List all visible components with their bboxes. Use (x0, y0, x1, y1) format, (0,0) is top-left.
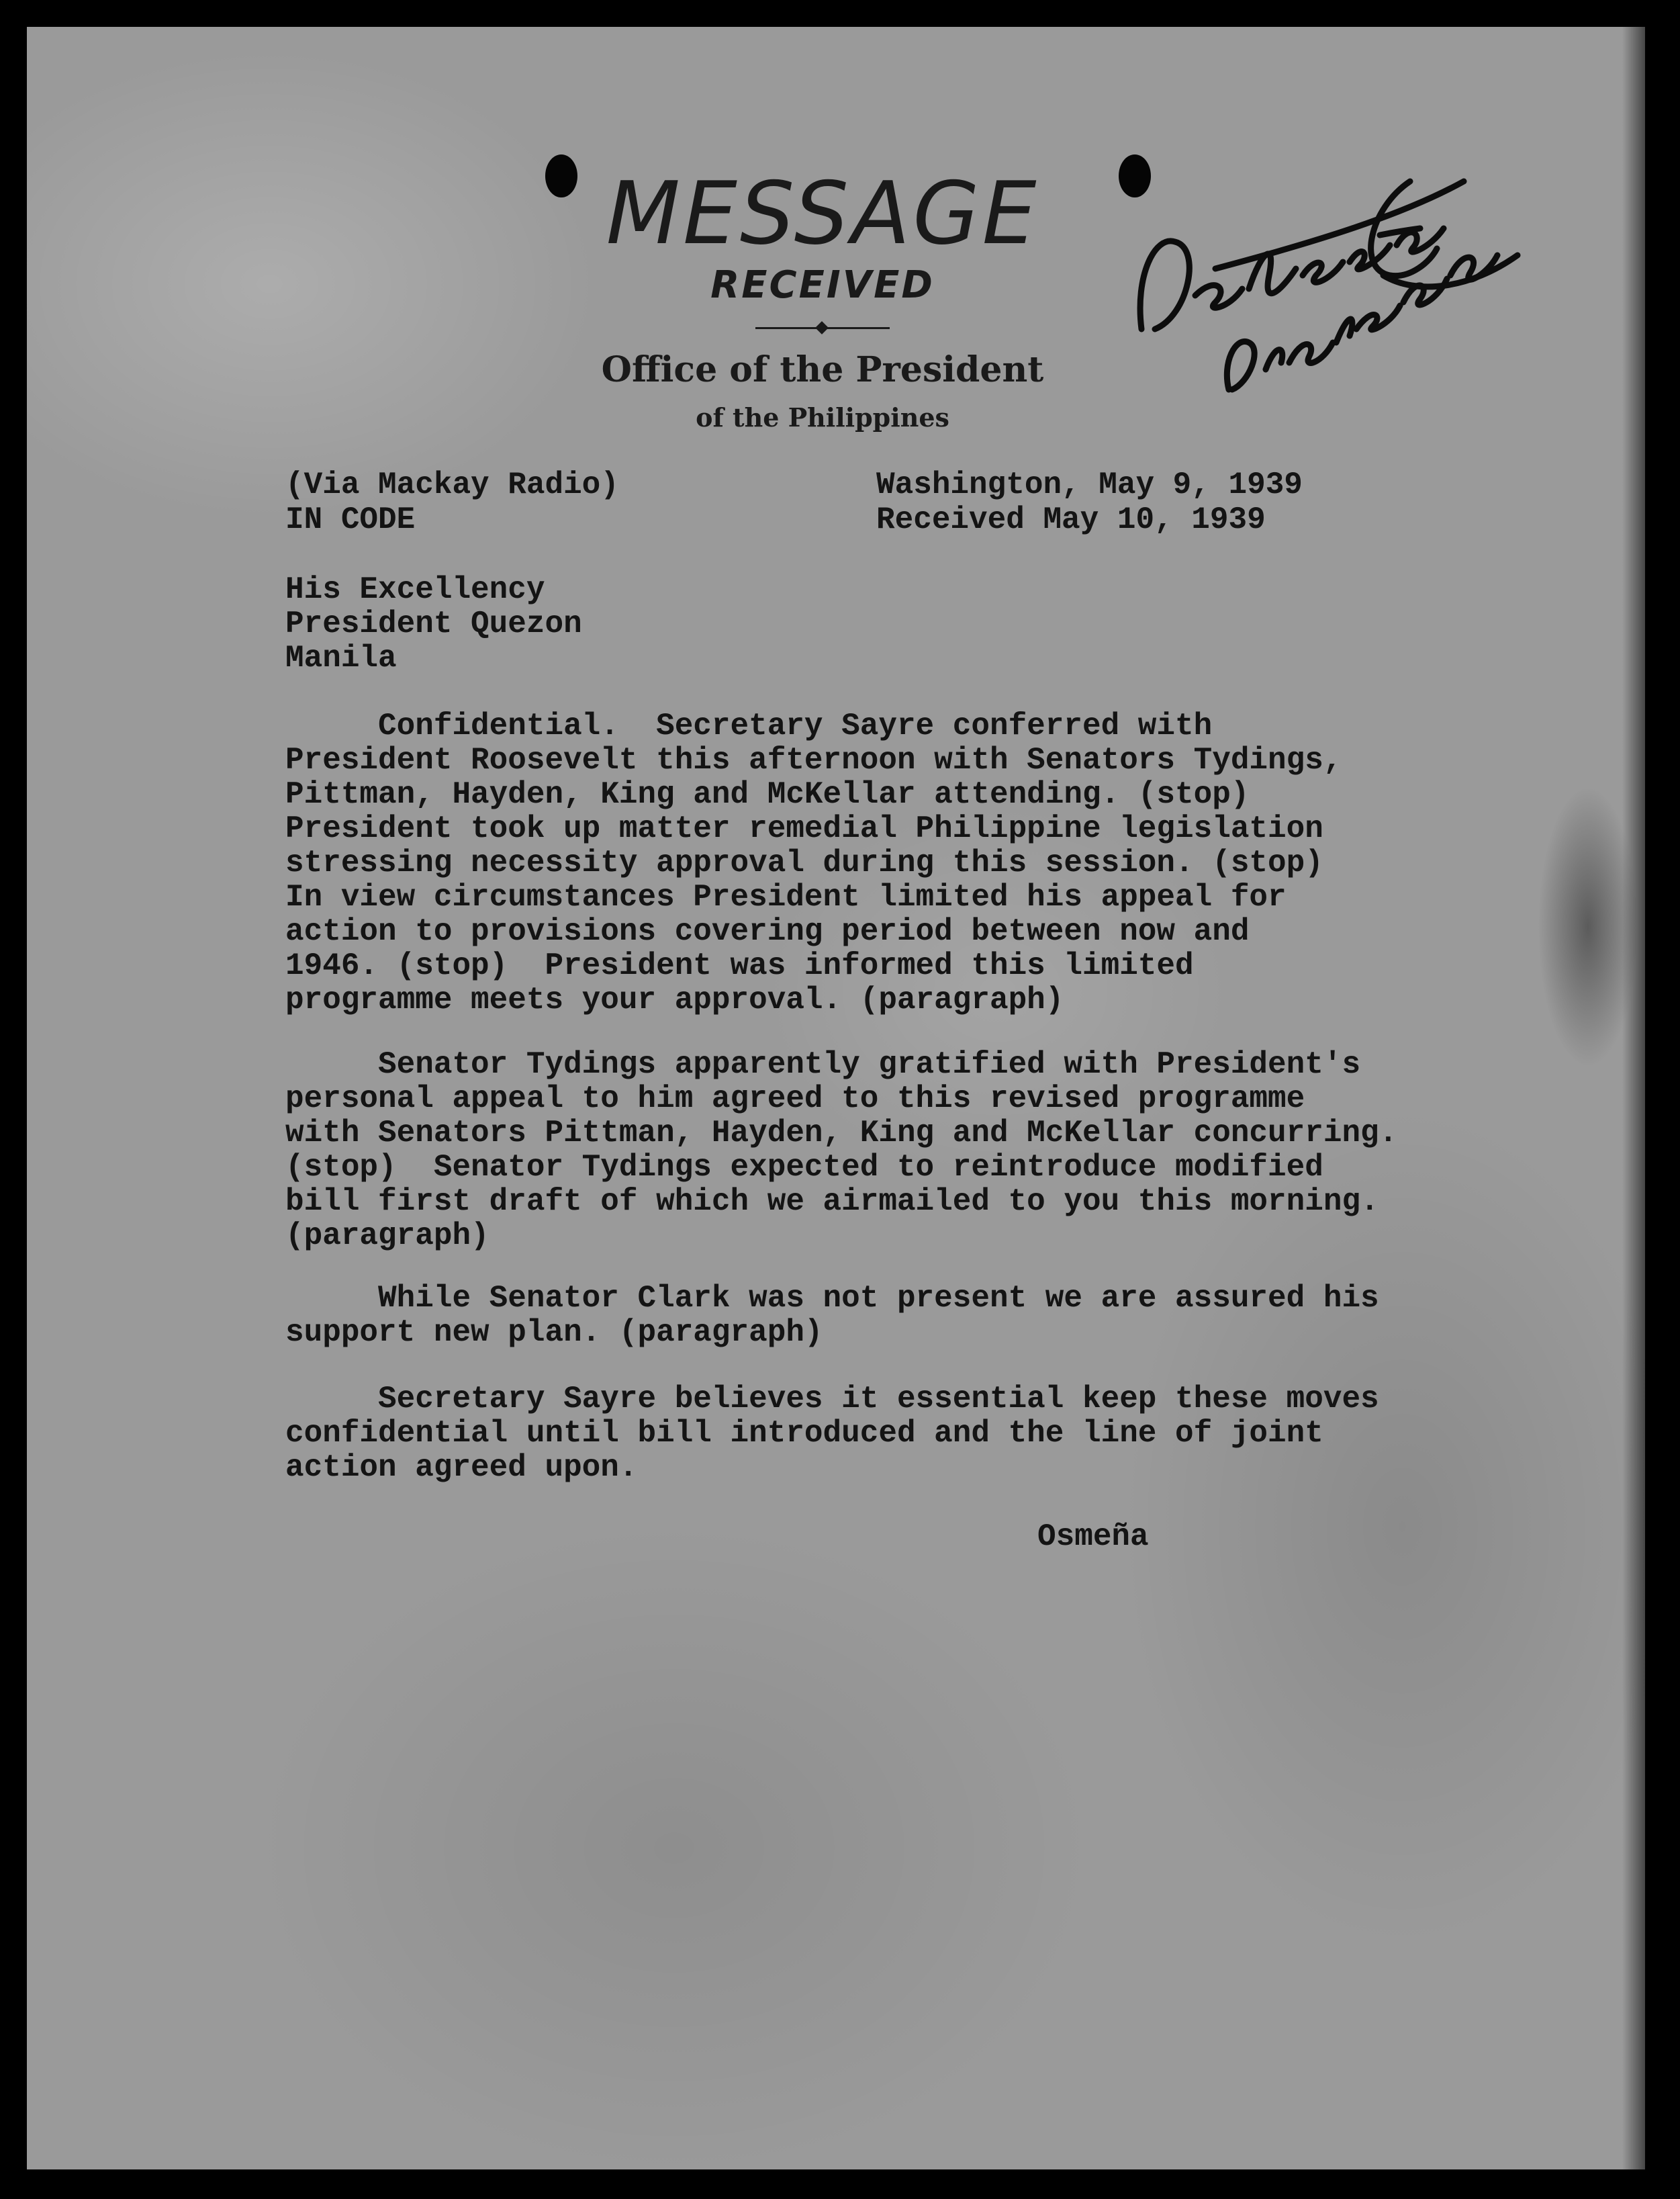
body-line: support new plan. (paragraph) (285, 1315, 823, 1350)
body-line: (paragraph) (285, 1218, 489, 1253)
body-line: action agreed upon. (285, 1450, 638, 1485)
body-line: action to provisions covering period between now and (285, 914, 1250, 949)
body-paragraph-1 (285, 709, 1601, 1018)
body-line: with Senators Pittman, Hayden, King and McKellar concurring. (285, 1116, 1398, 1151)
body-line: While Senator Clark was not present we are assured his (285, 1281, 1379, 1316)
page-edge-shadow (1622, 27, 1645, 2169)
body-line: stressing necessity approval during this session. (stop) (285, 846, 1323, 881)
addressee-line: His Excellency (285, 572, 545, 607)
letterhead-office: Office of the President (601, 349, 1044, 390)
letterhead-title: MESSAGE (606, 164, 1039, 264)
received-date: Received May 10, 1939 (876, 502, 1266, 537)
body-line: President took up matter remedial Philippine legislation (285, 811, 1323, 846)
body-line: Senator Tydings apparently gratified with President's (285, 1047, 1361, 1082)
dateline: Washington, May 9, 1939 (876, 467, 1303, 502)
handwritten-underline-stroke (1215, 181, 1464, 269)
body-paragraph-2 (285, 1048, 1601, 1253)
body-line: (stop) Senator Tydings expected to reintroduce modified (285, 1150, 1323, 1185)
letterhead (510, 164, 1135, 433)
addressee-line: Manila (285, 641, 397, 676)
body-paragraph-4 (285, 1382, 1601, 1485)
body-line: President Roosevelt this afternoon with Senators Tydings, (285, 743, 1342, 778)
body-line: confidential until bill introduced and the line of joint (285, 1416, 1323, 1451)
handwritten-annotation (1115, 74, 1531, 423)
body-line: Secretary Sayre believes it essential keep these moves (285, 1382, 1379, 1417)
handwritten-e-stroke (1371, 181, 1518, 287)
body-line: Pittman, Hayden, King and McKellar attending. (stop) (285, 777, 1250, 812)
body-line: personal appeal to him agreed to this revised programme (285, 1081, 1305, 1116)
body-line: bill first draft of which we airmailed to you this morning. (285, 1184, 1379, 1219)
letterhead-country: of the Philippines (696, 402, 949, 433)
letterhead-subtitle: RECEIVED (710, 263, 935, 307)
body-paragraph-3 (285, 1282, 1601, 1350)
transmission-method: (Via Mackay Radio) (285, 467, 619, 502)
ornament-divider (755, 323, 890, 332)
encoding-note: IN CODE (285, 502, 416, 537)
body-line: 1946. (stop) President was informed this limited (285, 948, 1194, 983)
body-line: programme meets your approval. (paragraph) (285, 983, 1064, 1018)
signature: Osmeña (1037, 1519, 1149, 1554)
body-line: Confidential. Secretary Sayre conferred with (285, 709, 1213, 744)
body-line: In view circumstances President limited his appeal for (285, 880, 1287, 915)
addressee-line: President Quezon (285, 607, 582, 641)
ornament-diamond (815, 321, 829, 334)
